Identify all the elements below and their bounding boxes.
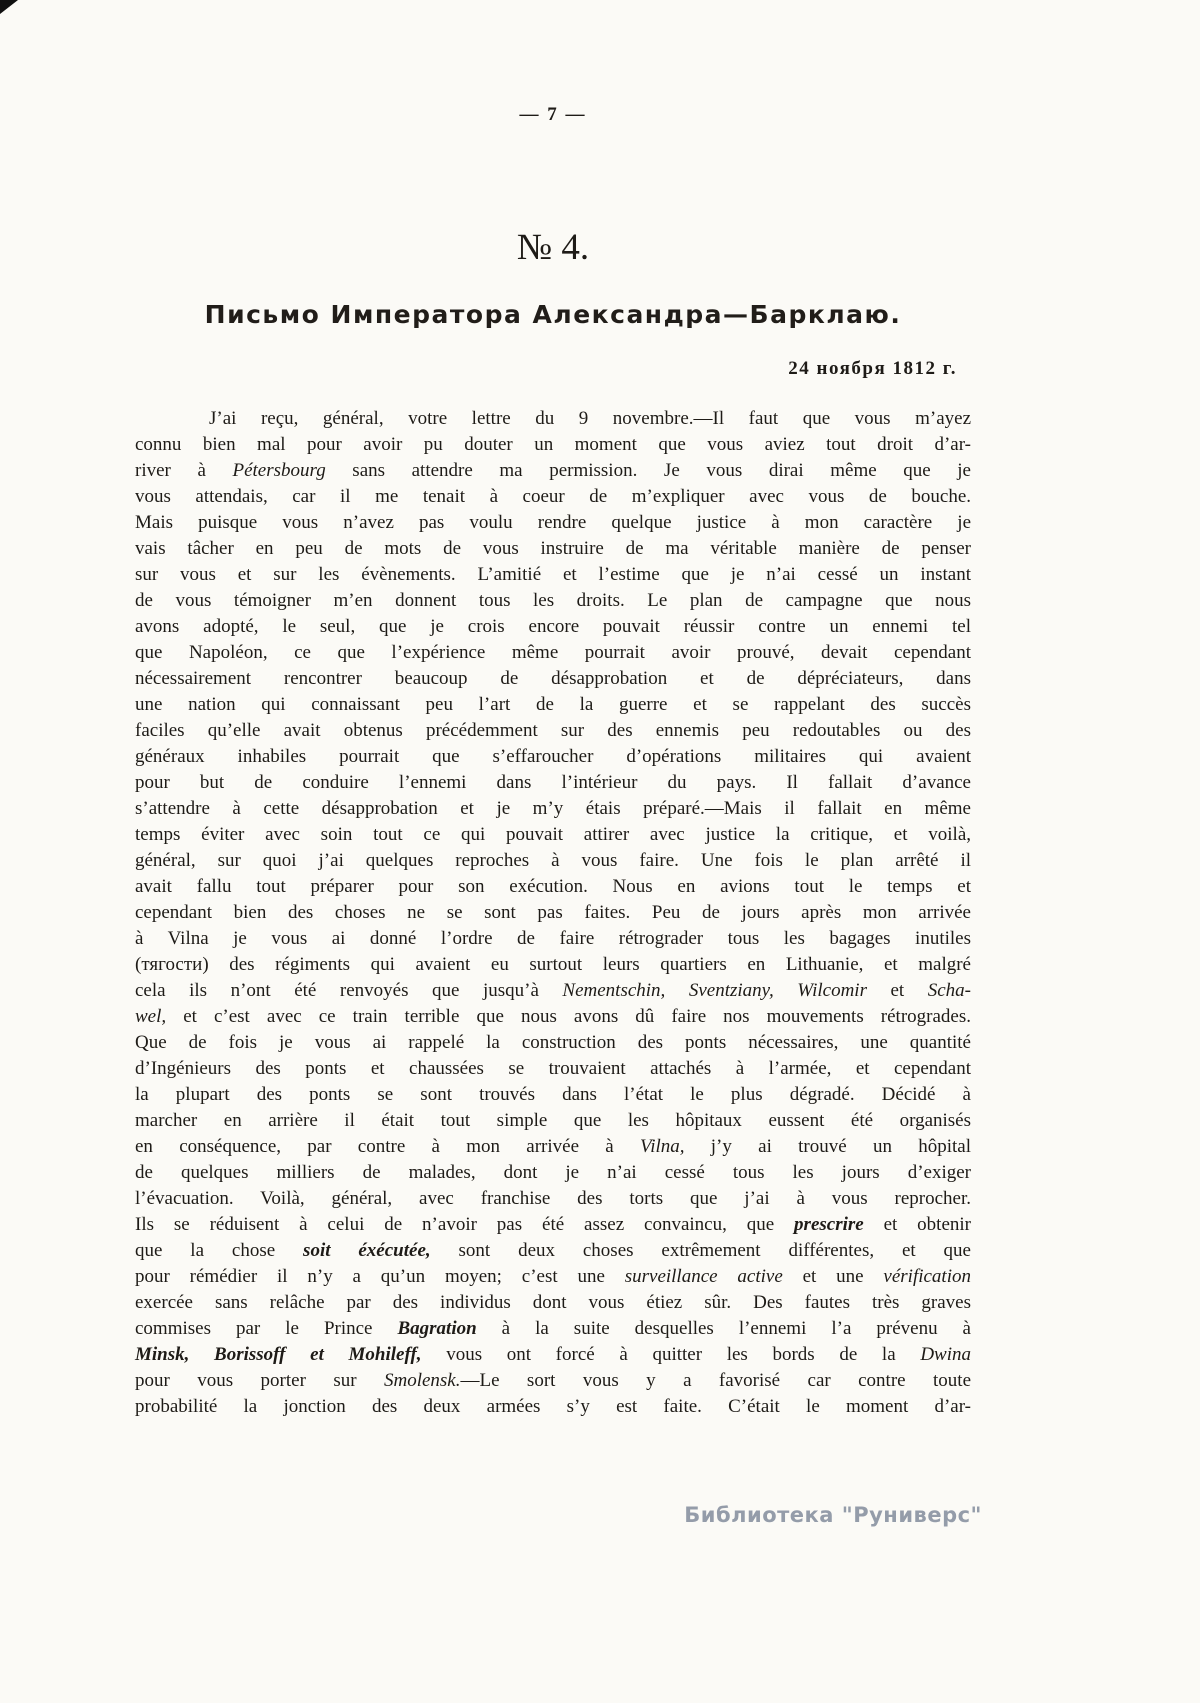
text-segment: j’y ai trouvé un hôpital xyxy=(684,1136,971,1157)
document-number: № 4. xyxy=(516,227,590,268)
text-line xyxy=(135,1082,971,1108)
text-line xyxy=(135,744,971,770)
text-segment: river à xyxy=(135,460,233,481)
text-line xyxy=(135,1368,971,1394)
text-line xyxy=(135,822,971,848)
emphasized-text: Scha- xyxy=(927,980,971,1001)
text-segment: de vous témoigner m’en donnent tous les droits. Le plan de campagne que nous xyxy=(135,590,971,611)
page-number: — 7 — xyxy=(519,104,587,125)
text-segment: commises par le Prince xyxy=(135,1318,398,1339)
text-line xyxy=(135,510,971,536)
emphasized-text: vérification xyxy=(883,1266,971,1287)
text-segment: (тягости) des régiments qui avaient eu surtout leurs quartiers en Lithuanie, et malgré xyxy=(135,954,971,975)
text-segment: avait fallu tout préparer pour son exécution. Nous en avions tout le temps et xyxy=(135,876,971,897)
text-segment: de quelques milliers de malades, dont je n’ai cessé tous les jours d’exiger xyxy=(135,1162,971,1183)
body-text xyxy=(135,406,971,1420)
text-line xyxy=(135,614,971,640)
text-segment: vous attendais, car il me tenait à coeur de m’expliquer avec vous de bouche. xyxy=(135,486,971,507)
text-segment: général, sur quoi j’ai quelques reproches à vous faire. Une fois le plan arrêté il xyxy=(135,850,971,871)
scan-corner-artifact xyxy=(0,0,18,14)
text-segment: et xyxy=(866,980,928,1001)
text-line xyxy=(135,692,971,718)
text-line xyxy=(135,718,971,744)
text-line xyxy=(135,926,971,952)
emphasized-text: surveillance active xyxy=(624,1266,783,1287)
text-line xyxy=(135,952,971,978)
text-segment: pour rémédier il n’y a qu’un moyen; c’est une xyxy=(135,1266,625,1287)
text-line xyxy=(135,1186,971,1212)
text-line xyxy=(135,666,971,692)
text-line xyxy=(135,406,971,432)
emphasized-text: wel, xyxy=(135,1006,167,1027)
text-segment: vous ont forcé à quitter les bords de la xyxy=(421,1344,921,1365)
text-line xyxy=(135,458,971,484)
text-line xyxy=(135,1134,971,1160)
emphasized-text: prescrire xyxy=(794,1214,864,1235)
text-segment: Mais puisque vous n’avez pas voulu rendre quelque justice à mon caractère je xyxy=(135,512,971,533)
text-line xyxy=(135,588,971,614)
text-segment: pour but de conduire l’ennemi dans l’intérieur du pays. Il fallait d’avance xyxy=(135,772,971,793)
text-segment: s’attendre à cette désapprobation et je m’y étais préparé.—Mais il fallait en même xyxy=(135,798,971,819)
text-line xyxy=(135,978,971,1004)
text-line xyxy=(135,874,971,900)
text-segment: généraux inhabiles pourrait que s’effaroucher d’opérations militaires qui avaient xyxy=(135,746,971,767)
text-line xyxy=(135,1056,971,1082)
text-segment: à la suite desquelles l’ennemi l’a prévenu à xyxy=(476,1318,971,1339)
text-segment: que Napoléon, ce que l’expérience même pourrait avoir prouvé, devait cependant xyxy=(135,642,971,663)
text-line xyxy=(135,1238,971,1264)
text-segment: faciles qu’elle avait obtenus précédemment sur des ennemis peu redoutables ou des xyxy=(135,720,971,741)
text-line xyxy=(135,1030,971,1056)
emphasized-text: Vilna, xyxy=(640,1136,685,1157)
content-column xyxy=(135,0,971,1703)
emphasized-text: Dwina xyxy=(920,1344,971,1365)
text-segment: marcher en arrière il était tout simple que les hôpitaux eussent été organisés xyxy=(135,1110,971,1131)
text-line xyxy=(135,1212,971,1238)
text-segment: une nation qui connaissant peu l’art de la guerre et se rappelant des succès xyxy=(135,694,971,715)
text-segment: exercée sans relâche par des individus dont vous étiez sûr. Des fautes très graves xyxy=(135,1292,971,1313)
text-segment: cependant bien des choses ne se sont pas faites. Peu de jours après mon arrivée xyxy=(135,902,971,923)
letter-date: 24 ноября 1812 г. xyxy=(788,358,957,379)
text-line xyxy=(135,1108,971,1134)
text-segment: connu bien mal pour avoir pu douter un moment que vous aviez tout droit d’ar- xyxy=(135,434,971,455)
text-line xyxy=(135,770,971,796)
text-line xyxy=(135,536,971,562)
text-line xyxy=(135,432,971,458)
text-line xyxy=(135,1342,971,1368)
text-segment: avons adopté, le seul, que je crois encore pouvait réussir contre un ennemi tel xyxy=(135,616,971,637)
text-line xyxy=(135,900,971,926)
text-segment: et une xyxy=(782,1266,884,1287)
text-segment: à Vilna je vous ai donné l’ordre de faire rétrograder tous les bagages inutiles xyxy=(135,928,971,949)
text-segment: nécessairement rencontrer beaucoup de désapprobation et de dépréciateurs, dans xyxy=(135,668,971,689)
emphasized-text: Bagration xyxy=(397,1318,477,1339)
text-line xyxy=(135,1004,971,1030)
letter-title: Письмо Императора Александра—Барклаю. xyxy=(204,300,902,329)
text-segment: et obtenir xyxy=(863,1214,971,1235)
text-segment: l’évacuation. Voilà, général, avec franchise des torts que j’ai à vous reprocher. xyxy=(135,1188,971,1209)
text-segment: Que de fois je vous ai rappelé la construction des ponts nécessaires, une quantité xyxy=(135,1032,971,1053)
text-line xyxy=(135,640,971,666)
text-segment: vais tâcher en peu de mots de vous instruire de ma véritable manière de penser xyxy=(135,538,971,559)
emphasized-text: soit éxécutée, xyxy=(303,1240,431,1261)
text-segment: sur vous et sur les évènements. L’amitié et l’estime que je n’ai cessé un instant xyxy=(135,564,971,585)
text-segment: —Le sort vous y a favorisé car contre toute xyxy=(460,1370,972,1391)
text-segment: probabilité la jonction des deux armées s’y est faite. C’était le moment d’ar- xyxy=(135,1396,971,1417)
text-segment: Ils se réduisent à celui de n’avoir pas été assez convaincu, que xyxy=(135,1214,795,1235)
text-line xyxy=(135,1290,971,1316)
text-line xyxy=(135,562,971,588)
text-segment: cela ils n’ont été renvoyés que jusqu’à xyxy=(135,980,563,1001)
text-segment: sont deux choses extrêmement différentes, et que xyxy=(430,1240,971,1261)
text-line xyxy=(135,848,971,874)
emphasized-text: Pétersbourg xyxy=(232,460,326,481)
text-line xyxy=(135,1264,971,1290)
text-segment: temps éviter avec soin tout ce qui pouvait attirer avec justice la critique, et voilà, xyxy=(135,824,971,845)
library-watermark: Библиотека "Руниверс" xyxy=(684,1503,982,1527)
emphasized-text: Minsk, Borissoff et Mohileff, xyxy=(135,1344,422,1365)
text-segment: pour vous porter sur xyxy=(135,1370,384,1391)
emphasized-text: Smolensk. xyxy=(383,1370,461,1391)
text-line xyxy=(135,484,971,510)
text-segment: la plupart des ponts se sont trouvés dans l’état le plus dégradé. Décidé à xyxy=(135,1084,971,1105)
text-line xyxy=(135,1316,971,1342)
text-segment: en conséquence, par contre à mon arrivée à xyxy=(135,1136,640,1157)
text-segment: J’ai reçu, général, votre lettre du 9 novembre.—Il faut que vous m’ayez xyxy=(209,408,971,429)
text-segment: que la chose xyxy=(135,1240,304,1261)
text-line xyxy=(135,1160,971,1186)
text-segment: sans attendre ma permission. Je vous dirai même que je xyxy=(325,460,971,481)
emphasized-text: Nementschin, Sventziany, Wilcomir xyxy=(562,980,867,1001)
text-segment: d’Ingénieurs des ponts et chaussées se trouvaient attachés à l’armée, et cependant xyxy=(135,1058,971,1079)
text-line xyxy=(135,796,971,822)
text-line xyxy=(135,1394,971,1420)
text-segment: et c’est avec ce train terrible que nous avons dû faire nos mouvements rétrogrades. xyxy=(166,1006,971,1027)
